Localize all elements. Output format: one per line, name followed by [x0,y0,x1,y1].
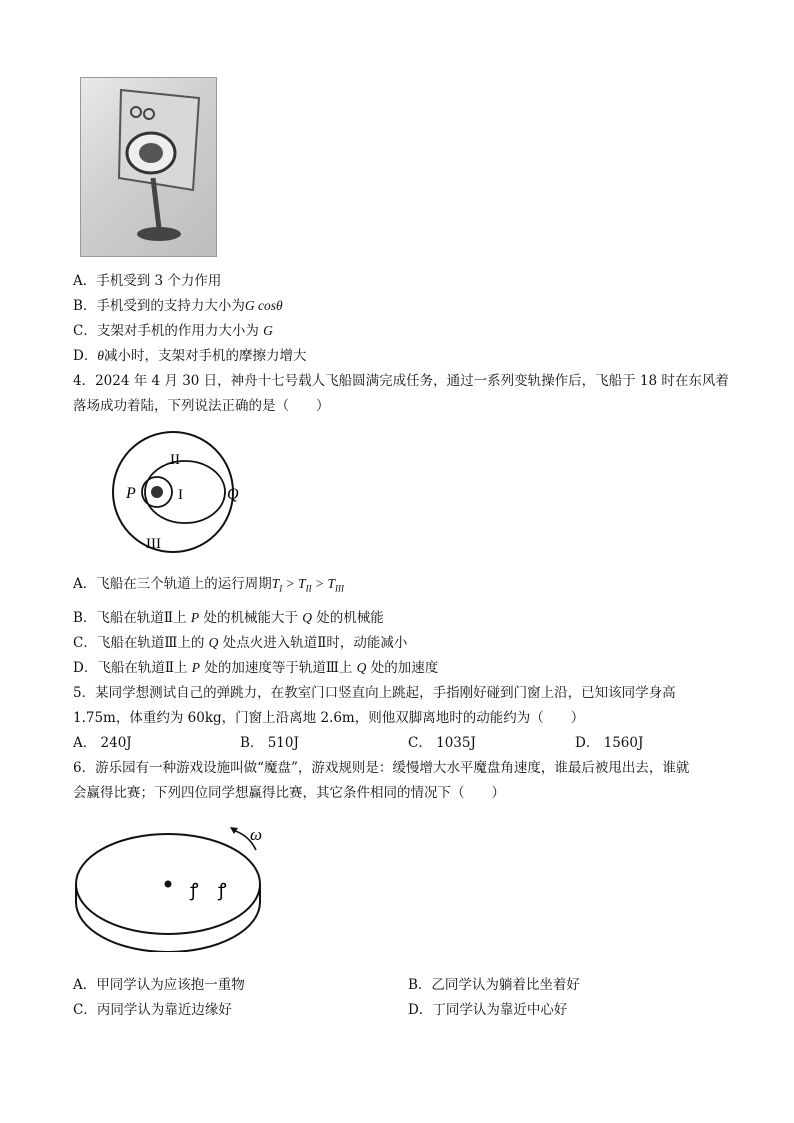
student-2-icon: ꝭ [218,880,227,901]
q4-option-c[interactable]: C．飞船在轨道Ⅲ上的 Q 处点火进入轨道Ⅱ时，动能减小 [73,635,408,651]
q6-stem-line1: 6．游乐园有一种游戏设施叫做“魔盘”，游戏规则是：缓慢增大水平魔盘角速度，谁最后被甩出去，谁就 [73,760,690,776]
q4-option-a-formula: $T_I > T_{II} > T_{III}$ [271,576,345,594]
q3-option-b-text: B．手机受到的支持力大小为 [73,298,245,314]
label-P: P [126,485,136,502]
q4-stem-line1: 4．2024 年 4 月 30 日，神舟十七号载人飞船圆满完成任务，通过一系列变轨操作后，飞船于 18 时在东风着 [73,373,729,389]
q3-option-b[interactable] [73,297,283,315]
earth-icon [151,486,163,498]
q3-option-d-label: D． [73,348,98,364]
label-Q: Q [227,486,239,503]
q5-option-a[interactable]: A． 240J [73,735,132,751]
q6-stem-line2: 会赢得比赛；下列四位同学想赢得比赛，其它条件相同的情况下（ ） [73,785,505,801]
q3-option-d-text: 减小时，支架对手机的摩擦力增大 [103,348,307,364]
q4-option-a-text: A．飞船在三个轨道上的运行周期 [73,576,272,592]
q3-option-d-theta: θ [97,348,104,363]
omega-label: ω [250,825,263,844]
q5-option-d[interactable]: D． 1560J [575,735,644,751]
q6-option-a[interactable]: A．甲同学认为应该抱一重物 [73,977,245,993]
label-II: II [170,452,180,468]
arrowhead-icon [230,827,238,834]
q6-option-d[interactable]: D．丁同学认为靠近中心好 [408,1002,568,1018]
student-1-icon: ꝭ [190,880,199,901]
q3-option-d[interactable] [73,347,306,365]
q4-stem-line2: 落场成功着陆，下列说法正确的是（ ） [73,398,330,414]
q4-option-a[interactable] [73,575,344,598]
q4-option-b[interactable]: B．飞船在轨道Ⅱ上 P 处的机械能大于 Q 处的机械能 [73,610,384,626]
disk-rim [76,884,260,952]
phone-on-stand-icon [81,78,216,256]
q6-option-b[interactable]: B．乙同学认为躺着比坐着好 [408,977,580,993]
q3-option-a[interactable]: A．手机受到 3 个力作用 [73,273,222,289]
disk-center-dot [165,881,172,888]
q3-option-c[interactable] [73,322,273,340]
q3-option-c-text: C．支架对手机的作用力大小为 [73,323,259,339]
q5-option-b[interactable]: B． 510J [240,735,299,751]
q5-stem-line1: 5．某同学想测试自己的弹跳力，在教室门口竖直向上跳起，手指刚好碰到门窗上沿，已知该同学身高 [73,685,676,701]
q6-magic-disk-diagram [72,822,272,952]
q6-option-c[interactable]: C．丙同学认为靠近边缘好 [73,1002,232,1018]
q5-stem-line2: 1.75m，体重约为 60kg，门窗上沿离地 2.6m，则他双脚离地时的动能约为（ ） [73,710,585,726]
q3-option-c-formula: G [263,323,273,338]
label-III: III [146,536,161,552]
q5-option-c[interactable]: C． 1035J [408,735,476,751]
q3-option-b-formula: G cosθ [244,298,283,313]
q4-option-d[interactable]: D．飞船在轨道Ⅱ上 P 处的加速度等于轨道Ⅲ上 Q 处的加速度 [73,660,439,676]
label-I: I [178,487,183,503]
phone-stand-photo [80,77,217,257]
q4-orbit-diagram [90,428,260,558]
